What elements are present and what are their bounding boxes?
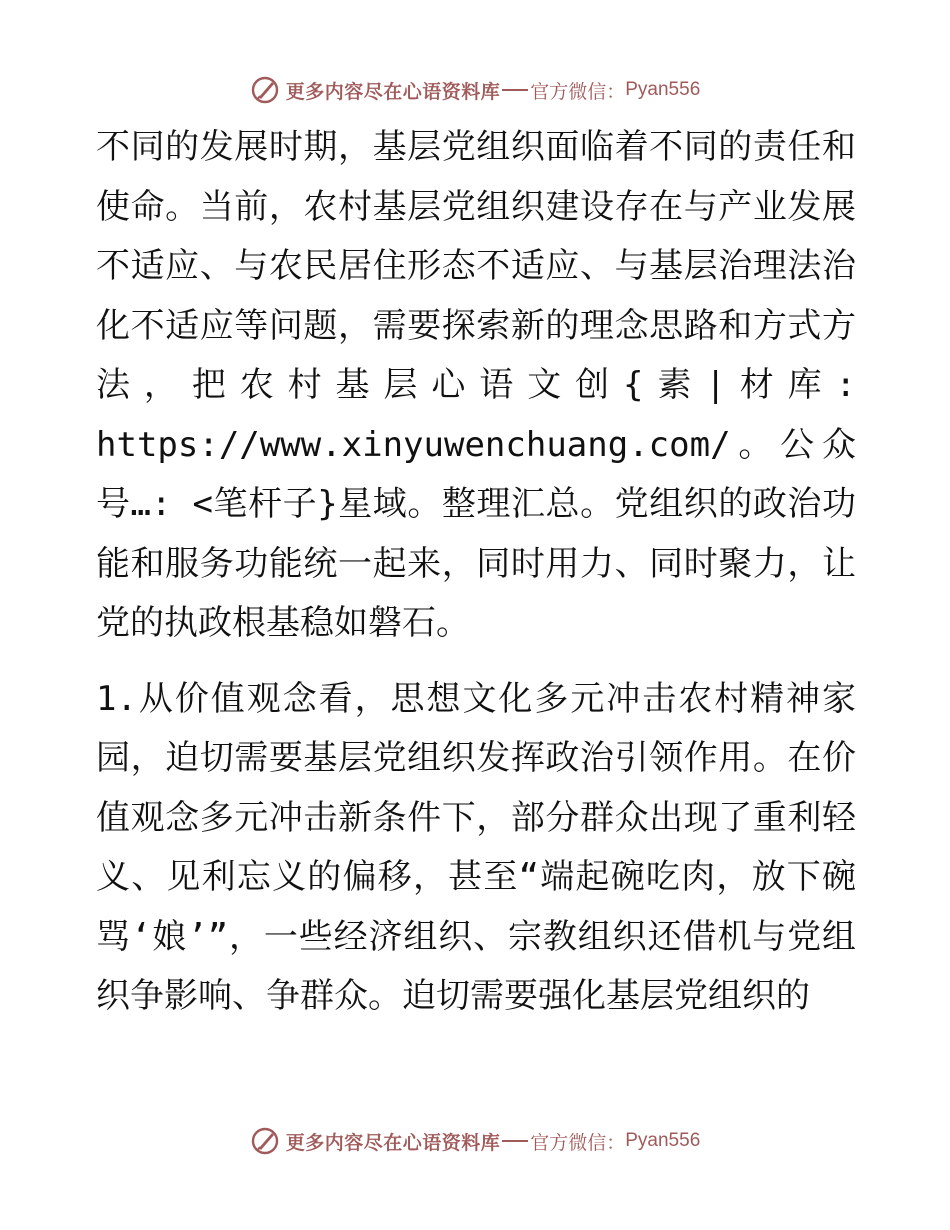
banner-dash bbox=[502, 89, 528, 91]
banner-brand-text: 更多内容尽在心语资料库 bbox=[285, 1131, 501, 1154]
banner-wechat-id: Pyan556 bbox=[625, 79, 701, 100]
header-banner bbox=[0, 70, 950, 110]
document-body bbox=[96, 118, 856, 1027]
banner-wechat-id: Pyan556 bbox=[625, 1130, 701, 1151]
footer-banner bbox=[0, 1121, 950, 1161]
feather-pen-logo-icon bbox=[250, 75, 280, 105]
paragraph-section-1: 1.从价值观念看，思想文化多元冲击农村精神家园，迫切需要基层党组织发挥政治引领作用。在价值观念多元冲击新条件下，部分群众出现了重利轻义、见利忘义的偏移，甚至“端起碗吃肉，放下碗骂‘娘’”，一些经济组织、宗教组织还借机与党组织争影响、争群众。迫切需要强化基层党组织的 bbox=[96, 678, 856, 1016]
banner-wechat-label: 官方微信： bbox=[530, 1131, 626, 1154]
paragraph-intro: 不同的发展时期，基层党组织面临着不同的责任和使命。当前，农村基层党组织建设存在与产业发展不适应、与农民居住形态不适应、与基层治理法治化不适应等问题，需要探索新的理念思路和方式方法，把农村基层心语文创{素|材库: https://www.xinyuwenchuang.com/。公众号…: <笔杆子}星域。整理汇总。党组织的政治功能和服务功能统一起来，同时用力、同时聚力，让党的执政根基稳如磐石。 bbox=[96, 127, 856, 643]
banner-wechat-label: 官方微信： bbox=[530, 80, 626, 103]
banner-brand-text: 更多内容尽在心语资料库 bbox=[285, 80, 501, 103]
feather-pen-logo-icon bbox=[250, 1126, 280, 1156]
banner-dash bbox=[502, 1140, 528, 1142]
